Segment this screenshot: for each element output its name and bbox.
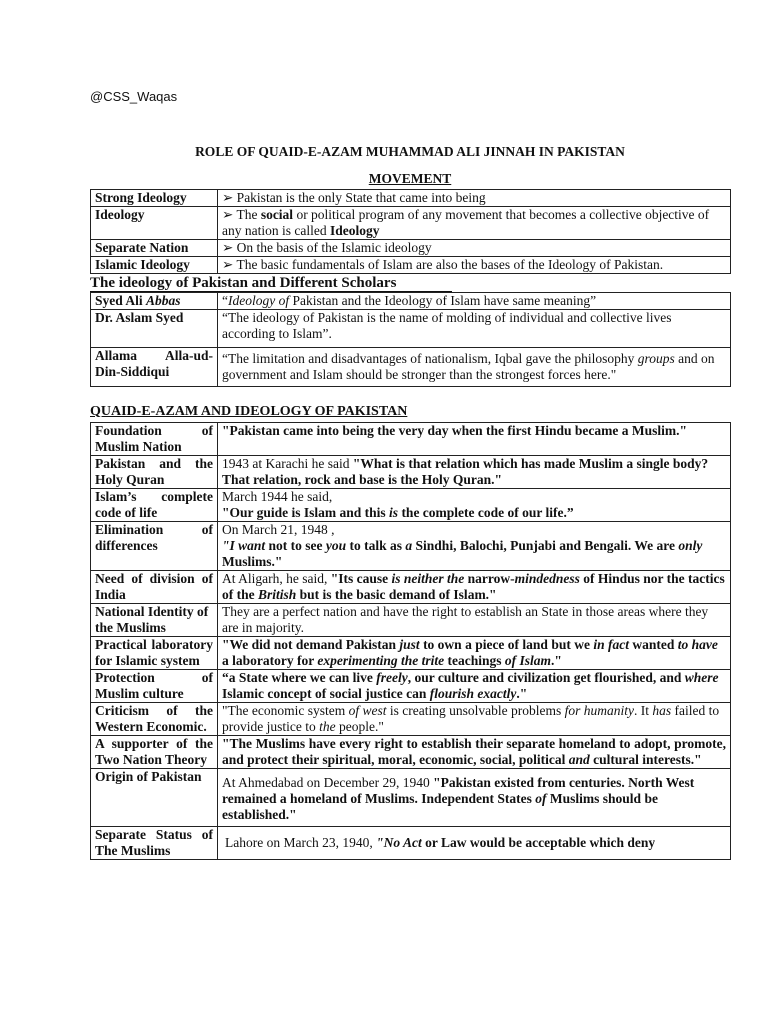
topic-cell: Origin of Pakistan: [91, 769, 218, 827]
scholar-quote: “Ideology of Pakistan and the Ideology of Islam have same meaning”: [218, 293, 731, 310]
table-row: [91, 703, 731, 736]
statement-cell: On March 21, 1948 , "I want not to see you to talk as a Sindhi, Balochi, Punjabi and Bengali. We are only Muslims.": [218, 522, 731, 571]
term-cell: Separate Nation: [91, 240, 218, 257]
table-row: [91, 522, 731, 571]
scholar-quote: “The limitation and disadvantages of nationalism, Iqbal gave the philosophy groups and on government and Islam should be stronger than the strongest forces here.": [218, 348, 731, 387]
document-title: ROLE OF QUAID-E-AZAM MUHAMMAD ALI JINNAH IN PAKISTAN: [195, 144, 625, 159]
statement-cell: At Aligarh, he said, "Its cause is neither the narrow-mindedness of Hindus nor the tactics of the British but is the basic demand of Islam.": [218, 571, 731, 604]
scholars-table: [90, 292, 731, 387]
scholar-name: Syed Ali Abbas: [91, 293, 218, 310]
table-row: [91, 769, 731, 827]
table-row: [91, 257, 731, 274]
ideology-table: [90, 189, 731, 274]
statement-cell: 1943 at Karachi he said "What is that relation which has made Muslim a single body? That relation, rock and base is the Holy Quran.": [218, 456, 731, 489]
statement-cell: At Ahmedabad on December 29, 1940 "Pakistan existed from centuries. North West remained a homeland of Muslims. Independent States of Muslims should be established.": [218, 769, 731, 827]
topic-cell: Pakistan and the Holy Quran: [91, 456, 218, 489]
topic-cell: Elimination of differences: [91, 522, 218, 571]
topic-cell: National Identity of the Muslims: [91, 604, 218, 637]
quaid-table: [90, 422, 731, 860]
statement-cell: "Pakistan came into being the very day when the first Hindu became a Muslim.": [218, 423, 731, 456]
table-row: [91, 293, 731, 310]
statement-cell: “a State where we can live freely, our culture and civilization get flourished, and where Islamic concept of social justice can flourish exactly.": [218, 670, 731, 703]
statement-cell: Lahore on March 23, 1940, "No Act or Law would be acceptable which deny: [218, 827, 731, 860]
table-row: [91, 456, 731, 489]
topic-cell: Separate Status of The Muslims: [91, 827, 218, 860]
topic-cell: A supporter of the Two Nation Theory: [91, 736, 218, 769]
statement-cell: They are a perfect nation and have the right to establish an State in those areas where they are in majority.: [218, 604, 731, 637]
table-row: [91, 190, 731, 207]
term-cell: Islamic Ideology: [91, 257, 218, 274]
table-row: [91, 571, 731, 604]
topic-cell: Criticism of the Western Economic.: [91, 703, 218, 736]
statement-cell: "The Muslims have every right to establish their separate homeland to adopt, promote, and protect their spiritual, moral, economic, social, political and cultural interests.": [218, 736, 731, 769]
author-handle: @CSS_Waqas: [90, 89, 178, 104]
table-row: [91, 489, 731, 522]
statement-cell: March 1944 he said, "Our guide is Islam and this is the complete code of our life.”: [218, 489, 731, 522]
topic-cell: Need of division of India: [91, 571, 218, 604]
table-row: [91, 670, 731, 703]
definition-cell: ➢ Pakistan is the only State that came into being: [218, 190, 731, 207]
scholar-name: Dr. Aslam Syed: [91, 310, 218, 348]
table-row: [91, 240, 731, 257]
document-title-line2: MOVEMENT: [368, 171, 452, 186]
term-cell: Ideology: [91, 207, 218, 240]
scholar-quote: “The ideology of Pakistan is the name of molding of individual and collective lives according to Islam”.: [218, 310, 731, 348]
table-row: [91, 207, 731, 240]
table-row: [91, 637, 731, 670]
table-row: [91, 604, 731, 637]
statement-cell: "We did not demand Pakistan just to own a piece of land but we in fact wanted to have a laboratory for experimenting the trite teachings of Islam.": [218, 637, 731, 670]
table-row: [91, 827, 731, 860]
table-row: [91, 310, 731, 348]
statement-cell: "The economic system of west is creating unsolvable problems for humanity. It has failed to provide justice to the people.": [218, 703, 731, 736]
table-row: [91, 423, 731, 456]
definition-cell: ➢ The basic fundamentals of Islam are also the bases of the Ideology of Pakistan.: [218, 257, 731, 274]
quaid-heading: QUAID-E-AZAM AND IDEOLOGY OF PAKISTAN: [90, 404, 408, 419]
term-cell: Strong Ideology: [91, 190, 218, 207]
topic-cell: Foundation of Muslim Nation: [91, 423, 218, 456]
topic-cell: Practical laboratory for Islamic system: [91, 637, 218, 670]
topic-cell: Islam’s complete code of life: [91, 489, 218, 522]
topic-cell: Protection of Muslim culture: [91, 670, 218, 703]
table-row: [91, 348, 731, 387]
table-row: [91, 736, 731, 769]
scholar-name: Allama Alla-ud-Din-Siddiqui: [91, 348, 218, 387]
definition-cell: ➢ The social or political program of any movement that becomes a collective objective of any nation is called Ideology: [218, 207, 731, 240]
definition-cell: ➢ On the basis of the Islamic ideology: [218, 240, 731, 257]
scholars-heading: The ideology of Pakistan and Different Scholars: [90, 275, 452, 292]
